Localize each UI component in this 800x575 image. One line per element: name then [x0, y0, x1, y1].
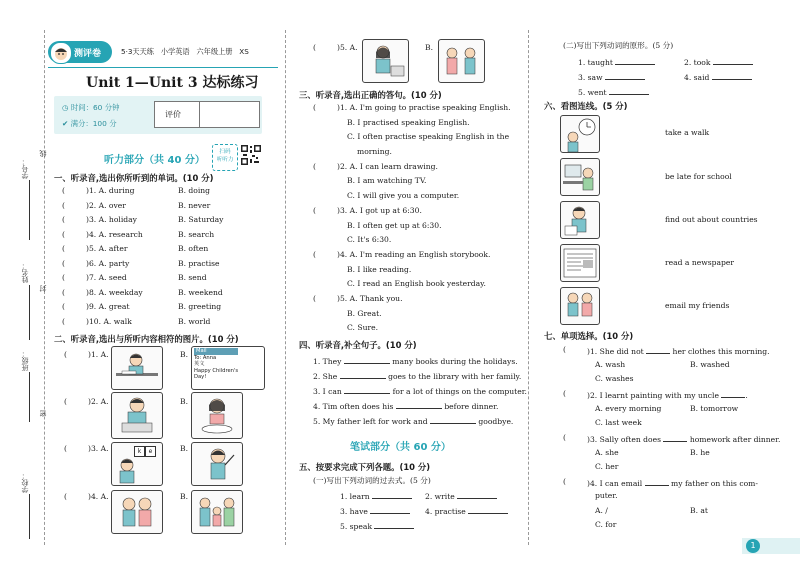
page-title: Unit 1—Unit 3 达标练习: [86, 75, 259, 91]
list-item[interactable]: ( )7. A. seed B. send: [62, 273, 207, 282]
mail-l5: Day!: [194, 374, 207, 380]
list-item[interactable]: 3. I can for a lot of things on the computer.: [313, 387, 527, 396]
picture-boy-writing: [111, 346, 163, 390]
writing-banner: 笔试部分（共 60 分）: [350, 442, 451, 453]
s7-q3[interactable]: ( )3. Sally often does homework after dinner.: [563, 433, 781, 444]
picture-girl-studying: [362, 39, 409, 83]
s7-q1-c[interactable]: C. washes: [595, 374, 634, 383]
list-item[interactable]: 4. Tim often does his before dinner.: [313, 402, 499, 411]
list-item[interactable]: ( )8. A. weekday B. weekend: [62, 287, 223, 297]
column-divider-2: [528, 30, 529, 545]
check-icon: ✔: [62, 119, 69, 128]
side-blank-4: [29, 494, 30, 539]
s4-title: 四、听录音,补全句子。(10 分): [299, 340, 417, 350]
info-box: [54, 96, 262, 134]
picture-children-1: [111, 490, 163, 534]
s7-q2[interactable]: ( )2. I learnt painting with my uncle .: [563, 389, 748, 400]
mail-l1: Mail: [194, 348, 238, 355]
s5-w1-2[interactable]: 2. write: [425, 490, 497, 502]
s7-q2-c[interactable]: C. last week: [595, 418, 642, 427]
s5-w2-1[interactable]: 1. taught: [578, 56, 655, 68]
header-edition: XS: [239, 47, 249, 56]
picture-girl-waving: [191, 442, 243, 486]
mail-l2: To: Anna: [194, 354, 217, 361]
scan-tag: [212, 144, 238, 171]
picture-girl-dinner: [191, 392, 243, 439]
s2-q4[interactable]: ( )4. A. B.: [64, 492, 188, 501]
s5-part1: (一)写出下列动词的过去式。(5 分): [313, 476, 431, 485]
answer-blank[interactable]: [344, 385, 390, 394]
s7-q1-b[interactable]: B. washed: [690, 360, 730, 369]
answer-blank[interactable]: [396, 400, 442, 409]
eval-label: 评价: [165, 110, 181, 119]
s7-q3-a[interactable]: A. she: [595, 448, 619, 457]
s5-part2: (二)写出下列动词的原形。(5 分): [563, 41, 674, 50]
mascot-icon: [50, 42, 72, 64]
s7-title: 七、单项选择。(10 分): [544, 331, 634, 341]
s4-list: [313, 355, 527, 430]
s5-w2-2[interactable]: 2. took: [684, 56, 753, 68]
list-item[interactable]: ( )5. A. Thank you.: [313, 293, 403, 303]
header-badge: [48, 41, 112, 63]
page-tab: [742, 538, 800, 554]
list-item-cont: morning.: [357, 147, 392, 157]
s7-q3-b[interactable]: B. he: [690, 448, 710, 457]
s7-q4-cont: puter.: [595, 491, 618, 500]
s6-phrase-5[interactable]: email my friends: [665, 301, 730, 310]
list-item[interactable]: ( )10. A. walk B. world: [62, 316, 211, 326]
picture-computer-desk: [560, 158, 600, 196]
list-item[interactable]: ( )6. A. party B. practise: [62, 258, 220, 268]
column-divider: [285, 30, 286, 545]
picture-mail: [191, 346, 265, 390]
side-feng: 封: [39, 285, 47, 292]
list-item[interactable]: ( )2. A. over B. never: [62, 200, 211, 210]
list-item[interactable]: ( )3. A. holiday B. Saturday: [62, 215, 224, 224]
s7-q3-c[interactable]: C. her: [595, 462, 619, 471]
s5-title: 五、按要求完成下列各题。(10 分): [299, 462, 431, 472]
card-k: k: [134, 446, 145, 457]
picture-clock-late: [560, 115, 600, 153]
list-item[interactable]: C. I often practise speaking English in the: [347, 132, 510, 142]
list-item[interactable]: ( )1. A. during B. doing: [62, 186, 211, 195]
side-xingming: 姓名：: [21, 262, 29, 283]
picture-boy-cards: [111, 442, 163, 486]
list-item[interactable]: ( )4. A. I'm reading an English storybook.: [313, 249, 491, 259]
listening-banner: 听力部分（共 40 分）: [104, 155, 205, 166]
side-xuehao: 学号：: [21, 158, 29, 179]
list-item[interactable]: ( )5. A. after B. often: [62, 244, 209, 253]
s7-q2-b[interactable]: B. tomorrow: [690, 404, 739, 413]
s5-w1-3[interactable]: 3. have: [340, 505, 410, 517]
s5-w2-3[interactable]: 3. saw: [578, 71, 645, 83]
list-item[interactable]: B. I am watching TV.: [347, 176, 427, 186]
s7-q4-a[interactable]: A. /: [595, 506, 608, 515]
s7-q4[interactable]: ( )4. I can email my father on this com-: [563, 477, 758, 488]
header-rule: [48, 67, 278, 68]
header-subject: 小学英语: [160, 47, 190, 56]
s6-phrase-1[interactable]: take a walk: [665, 128, 710, 137]
s3-list: [313, 103, 509, 338]
score-text: 满分：100 分: [70, 119, 117, 128]
list-item[interactable]: B. I often get up at 6:30.: [347, 220, 442, 230]
header-series: 5·3天天练: [121, 47, 154, 56]
s7-q4-c[interactable]: C. for: [595, 520, 617, 529]
s5-w2-5[interactable]: 5. went: [578, 86, 649, 98]
badge-text: 测评卷: [74, 49, 102, 59]
list-item[interactable]: C. I read an English book yesterday.: [347, 279, 486, 289]
s2-q3[interactable]: ( )3. A. B.: [64, 444, 188, 453]
s7-q4-b[interactable]: B. at: [690, 506, 708, 515]
side-blank-3: [29, 372, 30, 422]
side-mi: 密: [39, 410, 47, 417]
card-e: e: [145, 446, 156, 457]
eval-box: [154, 101, 260, 128]
mail-l4: Happy Children's: [194, 367, 239, 374]
list-item[interactable]: ( )3. A. I got up at 6:30.: [313, 205, 422, 215]
s1-list: [62, 186, 224, 331]
s6-phrase-2[interactable]: be late for school: [665, 172, 732, 181]
side-xian: 线: [39, 150, 47, 157]
side-xuexiao: 学校：: [21, 472, 29, 493]
answer-blank[interactable]: [344, 355, 390, 364]
s2-q1[interactable]: ( )1. A. B.: [64, 350, 188, 359]
s2-title: 二、听录音,选出与所听内容相符的图片。(10 分): [54, 334, 239, 344]
list-item[interactable]: ( )4. A. research B. search: [62, 229, 215, 239]
s6-title: 六、看图连线。(5 分): [544, 101, 628, 111]
page-number: 1: [746, 539, 760, 553]
time-line: [62, 102, 120, 113]
picture-research: [560, 201, 600, 239]
list-item[interactable]: ( )1. A. I'm going to practise speaking English.: [313, 103, 511, 112]
qr-code-icon[interactable]: [240, 144, 262, 166]
list-item[interactable]: 5. My father left for work and goodbye.: [313, 417, 514, 426]
s5-w1-5[interactable]: 5. speak: [340, 520, 414, 532]
score-line: [62, 118, 117, 129]
eval-divider: [199, 102, 200, 127]
list-item[interactable]: B. I like reading.: [347, 264, 412, 274]
list-item[interactable]: B. I practised speaking English.: [347, 117, 470, 127]
picture-boy-computer: [111, 392, 163, 439]
answer-blank[interactable]: [340, 370, 386, 379]
s7-q1[interactable]: ( )1. She did not her clothes this morning.: [563, 345, 770, 356]
s7-q2-a[interactable]: A. every morning: [595, 404, 662, 413]
header-grade: 六年级上册: [196, 47, 233, 56]
scan-tag-1: 扫码: [219, 149, 231, 155]
list-item[interactable]: ( )2. A. I can learn drawing.: [313, 161, 438, 171]
s5-w2-4[interactable]: 4. said: [684, 71, 752, 83]
s5-w1-4[interactable]: 4. practise: [425, 505, 508, 517]
list-item[interactable]: C. I will give you a computer.: [347, 191, 460, 201]
s5-w1-1[interactable]: 1. learn: [340, 490, 412, 502]
picture-newspaper: [560, 244, 600, 282]
s3-title: 三、听录音,选出正确的答句。(10 分): [299, 90, 442, 100]
list-item[interactable]: ( )9. A. great B. greeting: [62, 302, 222, 311]
list-item[interactable]: C. Sure.: [347, 323, 378, 333]
scan-tag-2: 听听力: [216, 157, 234, 163]
clock-icon: ◷: [62, 103, 69, 112]
s7-q1-a[interactable]: A. wash: [595, 360, 626, 369]
picture-kids-walk: [560, 287, 600, 325]
time-text: 时间：60 分钟: [70, 103, 120, 112]
s6-phrase-3[interactable]: find out about countries: [665, 215, 758, 224]
side-blank-2: [29, 285, 30, 340]
list-item[interactable]: B. Great.: [347, 308, 382, 318]
s2-q5[interactable]: ( )5. A. B.: [313, 43, 433, 52]
mail-l3: 英文: [194, 361, 205, 367]
s6-phrase-4[interactable]: read a newspaper: [665, 258, 735, 267]
side-blank-1: [29, 180, 30, 240]
list-item[interactable]: 1. They many books during the holidays.: [313, 357, 518, 366]
list-item[interactable]: 2. She goes to the library with her family.: [313, 372, 522, 381]
list-item[interactable]: C. It's 6:30.: [347, 235, 392, 245]
s2-q2[interactable]: ( )2. A. B.: [64, 397, 188, 406]
picture-family: [191, 490, 243, 534]
side-banji: 班级：: [21, 350, 29, 371]
picture-kids-playing: [438, 39, 485, 83]
answer-blank[interactable]: [430, 415, 476, 424]
header-meta: [121, 47, 249, 57]
s1-title: 一、听录音,选出你所听到的单词。(10 分): [54, 173, 214, 183]
